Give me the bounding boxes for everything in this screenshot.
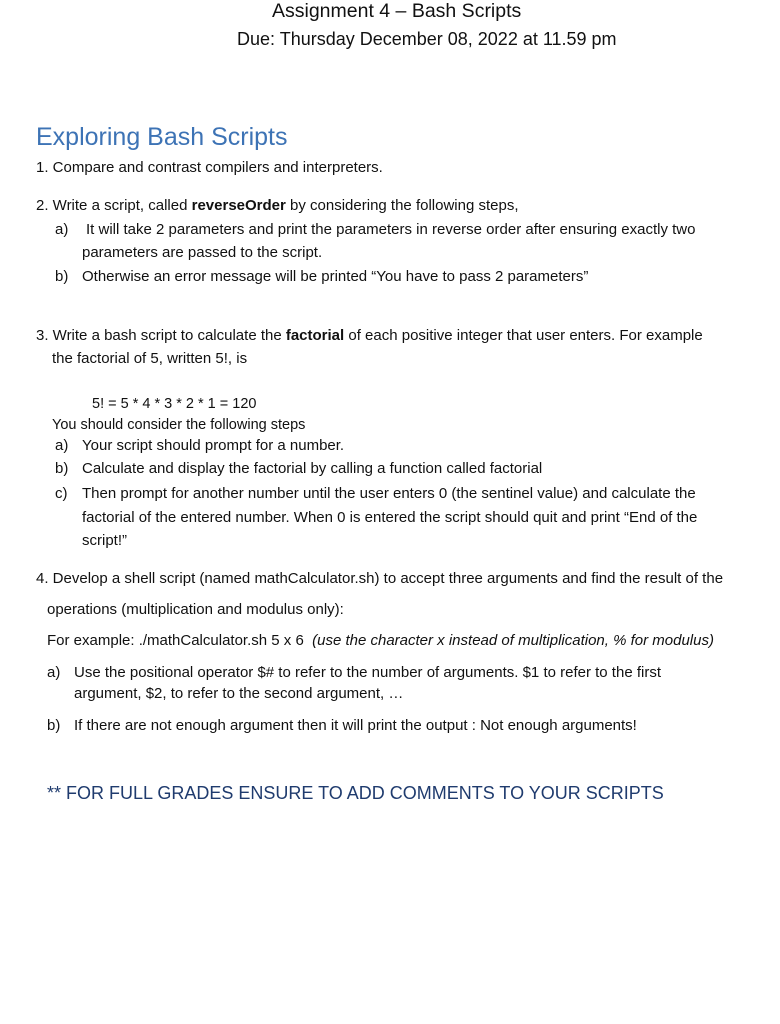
question-4a-marker: a) — [47, 664, 61, 681]
question-4-line2: operations (multiplication and modulus only): — [47, 601, 344, 618]
assignment-title: Assignment 4 – Bash Scripts — [272, 0, 522, 22]
question-2b-text: Otherwise an error message will be printed “You have to pass 2 parameters” — [82, 268, 589, 285]
question-2b-marker: b) — [55, 268, 69, 285]
comments-requirement-note: ** FOR FULL GRADES ENSURE TO ADD COMMENTS TO YOUR SCRIPTS — [47, 783, 664, 803]
question-3-text: 3. Write a bash script to calculate the — [36, 327, 286, 344]
question-3c-line3: script!” — [82, 532, 127, 549]
question-3-consider: You should consider the following steps — [52, 417, 306, 433]
question-4a-line2: argument, $2, to refer to the second argument, … — [74, 685, 404, 702]
question-3-line1 — [36, 327, 703, 344]
question-3c-line1: Then prompt for another number until the user enters 0 (the sentinel value) and calculate the — [82, 485, 696, 502]
question-2-text: 2. Write a script, called — [36, 197, 192, 214]
question-1: 1. Compare and contrast compilers and interpreters. — [36, 159, 383, 176]
question-3-text-end: of each positive integer that user enters. For example — [344, 327, 703, 344]
question-3c-line2: factorial of the entered number. When 0 is entered the script should quit and print “End of the — [82, 509, 698, 526]
keyword-factorial: factorial — [285, 327, 345, 344]
script-name-reverseorder: reverseOrder — [191, 197, 286, 214]
question-3a-text: Your script should prompt for a number. — [82, 437, 345, 454]
question-4-example — [47, 632, 714, 649]
question-2a-line2: parameters are passed to the script. — [82, 244, 323, 261]
example-command: For example: ./mathCalculator.sh 5 x 6 — [47, 632, 304, 649]
question-4b-text: If there are not enough argument then it will print the output : Not enough arguments! — [74, 717, 637, 734]
question-2-text-end: by considering the following steps, — [285, 197, 519, 214]
section-heading: Exploring Bash Scripts — [36, 123, 288, 151]
question-4b-marker: b) — [47, 717, 61, 734]
due-date: Due: Thursday December 08, 2022 at 11.59 pm — [237, 29, 617, 49]
question-2a-marker: a) — [55, 221, 69, 238]
factorial-example: 5! = 5 * 4 * 3 * 2 * 1 = 120 — [92, 396, 257, 412]
question-2a-line1: It will take 2 parameters and print the parameters in reverse order after ensuring exactly two — [86, 221, 696, 238]
question-3-line2: the factorial of 5, written 5!, is — [52, 350, 248, 367]
example-note: (use the character x instead of multiplication, % for modulus) — [312, 632, 714, 649]
question-3b-text: Calculate and display the factorial by calling a function called factorial — [82, 460, 543, 477]
question-3c-marker: c) — [55, 485, 68, 502]
question-4-line1: 4. Develop a shell script (named mathCalculator.sh) to accept three arguments and find the result of the — [36, 570, 724, 587]
question-3a-marker: a) — [55, 437, 69, 454]
question-4a-line1: Use the positional operator $# to refer to the number of arguments. $1 to refer to the first — [74, 664, 661, 681]
question-2-intro — [36, 197, 519, 214]
question-3b-marker: b) — [55, 460, 69, 477]
